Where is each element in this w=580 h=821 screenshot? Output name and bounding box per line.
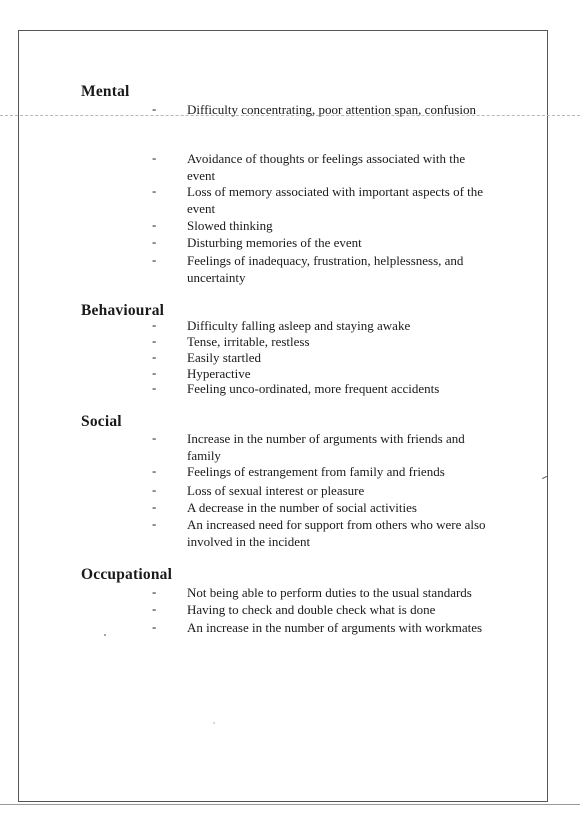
list-item-text: Slowed thinking (187, 218, 273, 233)
list-item-text: Increase in the number of arguments with friends and family (187, 431, 465, 463)
bullet-dash: - (152, 349, 157, 364)
list-item-text: Feelings of estrangement from family and friends (187, 464, 445, 479)
list-item-text: Easily startled (187, 350, 262, 365)
bullet-dash: - (152, 584, 157, 599)
list-item-text: Avoidance of thoughts or feelings associated with the event (187, 151, 466, 183)
list-item-text: An increase in the number of arguments with workmates (187, 620, 483, 635)
bullet-dash: - (152, 463, 157, 478)
list-item-text: Having to check and double check what is done (187, 602, 436, 617)
bullet-dash: - (152, 601, 157, 616)
bullet-dash: - (152, 150, 157, 165)
bullet-dash: - (152, 365, 157, 380)
list-item-text: Not being able to perform duties to the usual standards (187, 585, 472, 600)
section-heading-social: Social (81, 413, 122, 430)
page-bottom-edge (0, 804, 580, 805)
bullet-dash: - (152, 380, 157, 395)
scan-speck (104, 634, 106, 636)
list-item-text: Loss of memory associated with important aspects of the event (187, 184, 484, 216)
bullet-dash: - (152, 619, 157, 634)
bullet-dash: - (152, 499, 157, 514)
section-heading-mental: Mental (81, 83, 130, 100)
bullet-dash: - (152, 234, 157, 249)
section-heading-behavioural: Behavioural (81, 302, 165, 319)
bullet-dash: - (152, 430, 157, 445)
section-heading-occupational: Occupational (81, 566, 173, 583)
list-item-text: A decrease in the number of social activities (187, 500, 417, 515)
list-item-text: Feeling unco-ordinated, more frequent accidents (187, 381, 440, 396)
scan-speck (213, 722, 215, 724)
list-item-text: Difficulty falling asleep and staying awake (187, 318, 411, 333)
list-item-text: Feelings of inadequacy, frustration, helplessness, and uncertainty (187, 253, 464, 285)
list-item-text: An increased need for support from others who were also involved in the incident (187, 517, 486, 549)
list-item-text: Tense, irritable, restless (187, 334, 310, 349)
list-item-text: Disturbing memories of the event (187, 235, 362, 250)
bullet-dash: - (152, 317, 157, 332)
list-item-text: Hyperactive (187, 366, 251, 381)
bullet-dash: - (152, 333, 157, 348)
list-item-text: Loss of sexual interest or pleasure (187, 483, 365, 498)
bullet-dash: - (152, 252, 157, 267)
bullet-dash: - (152, 183, 157, 198)
bullet-dash: - (152, 482, 157, 497)
list-item-text: Difficulty concentrating, poor attention span, confusion (187, 102, 476, 117)
bullet-dash: - (152, 101, 157, 116)
bullet-dash: - (152, 516, 157, 531)
bullet-dash: - (152, 217, 157, 232)
